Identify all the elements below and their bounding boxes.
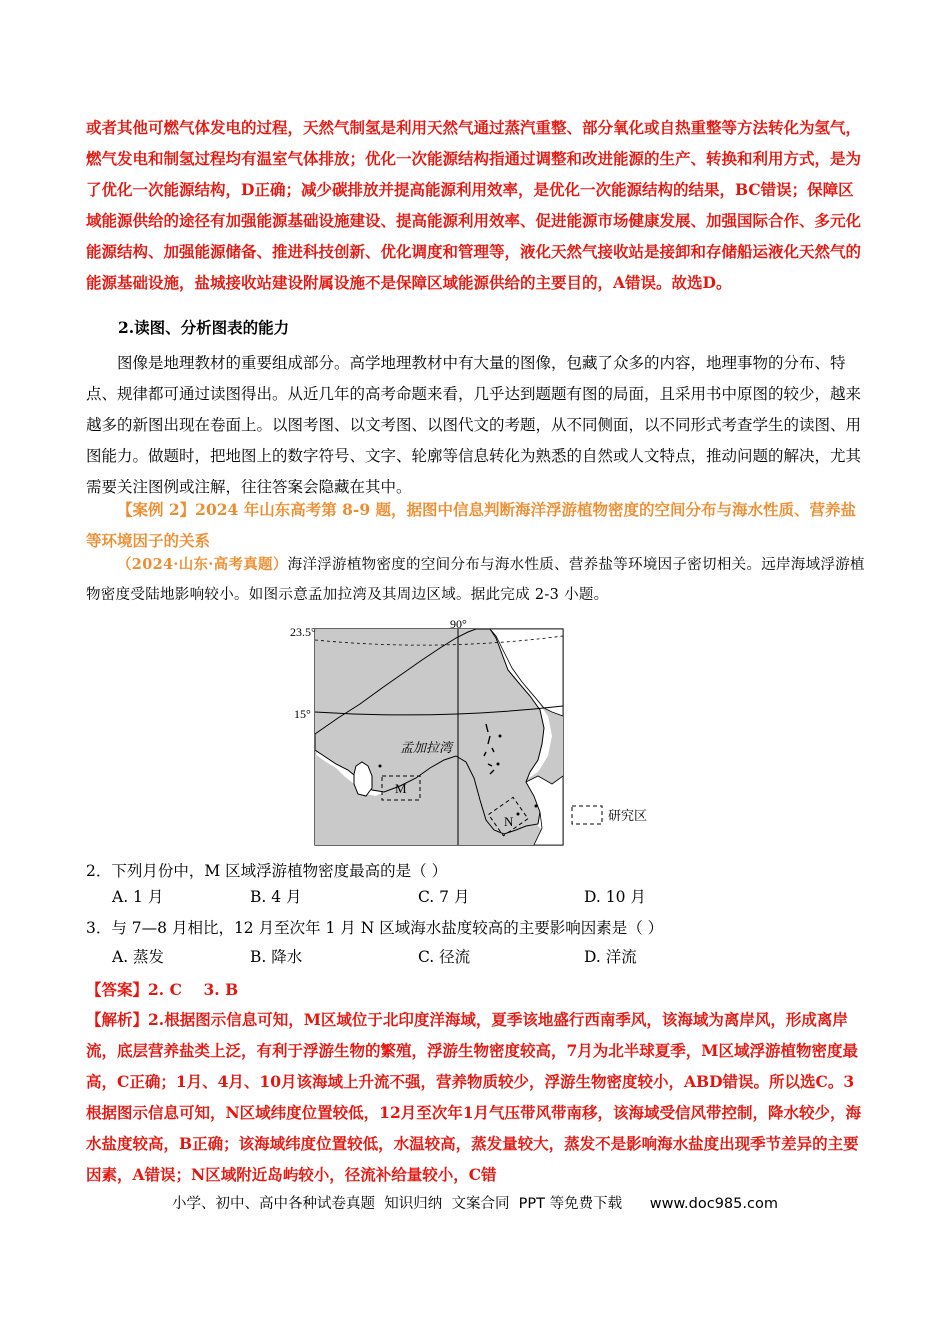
lon-label: 90° (450, 617, 467, 631)
answer-line (86, 977, 238, 1003)
q3-option-b: B. 降水 (250, 948, 303, 966)
q2-stem: 2．下列月份中，M 区域浮游植物密度最高的是（ ） (86, 862, 448, 880)
q2-option-c: C. 7 月 (418, 888, 470, 906)
lat-mid-label: 15° (294, 707, 311, 721)
q3-stem: 3．与 7—8 月相比，12 月至次年 1 月 N 区域海水盐度较高的主要影响因素是（ ） (86, 919, 664, 937)
q2-option-a: A. 1 月 (112, 888, 164, 906)
analysis-paragraph (86, 1004, 866, 1190)
answer-label: 【答案】 (86, 980, 149, 999)
section-heading: 2.读图、分析图表的能力 (118, 318, 290, 337)
q2-option-d: D. 10 月 (584, 888, 646, 906)
page-footer: 小学、初中、高中各种试卷真题 知识归纳 文案合同 PPT 等免费下载 www.doc985.com (172, 1196, 778, 1212)
intro-paragraph: 或者其他可燃气体发电的过程，天然气制氢是利用天然气通过蒸汽重整、部分氧化或自热重整等方法转化为氢气，燃气发电和制氢过程均有温室气体排放；优化一次能源结构指通过调整和改进能源的生产、转换和利用方式，是为了优化一次能源结构，D正确；减少碳排放并提高能源利用效率，是优化一次能源结构的结果，BC错误；保障区域能源供给的途径有加强能源基础设施建设、提高能源利用效率、促进能源市场健康发展、加强国际合作、多元化能源结构、加强能源储备、推进科技创新、优化调度和管理等，液化天然气接收站是接卸和存储船运液化天然气的能源基础设施，盐城接收站建设附属设施不是保障区域能源供给的主要目的，A错误。故选D。 (86, 118, 862, 292)
lat-top-label: 23.5° (290, 625, 316, 639)
body-paragraph: 图像是地理教材的重要组成部分。高学地理教材中有大量的图像，包藏了众多的内容，地理事物的分布、特点、规律都可通过读图得出。从近几年的高考命题来看，几乎达到题题有图的局面，且采用书中原图的较少，越来越多的新图出现在卷面上。以图考图、以文考图、以图代文的考题，从不同侧面，以不同形式考查学生的读图、用图能力。做题时，把地图上的数字符号、文字、轮廓等信息转化为熟悉的自然或人文特点，推动问题的解决，尤其需要关注图例或注解，往往答案会隐藏在其中。 (86, 354, 862, 496)
analysis-label: 【解析】 (86, 1010, 149, 1029)
box-n-label: N (504, 814, 514, 829)
q3-option-c: C. 径流 (418, 948, 471, 966)
question-source: （2024·山东·高考真题） (117, 556, 288, 573)
legend-label: 研究区 (608, 809, 648, 824)
q3-option-d: D. 洋流 (584, 948, 637, 966)
box-m-label: M (395, 781, 407, 796)
case-title: 【案例 2】2024 年山东高考第 8-9 题，据图中信息判断海洋浮游植物密度的空间分布与海水性质、营养盐等环境因子的关系 (86, 500, 857, 550)
analysis-text: 2.根据图示信息可知，M区域位于北印度洋海域，夏季该地盛行西南季风，该海域为离岸风，形成离岸流，底层营养盐类上泛，有利于浮游生物的繁殖，浮游生物密度较高，7月为北半球夏季，M区域浮游植物密度最高，C正确；1月、4月、10月该海域上升流不强，营养物质较少，浮游生物密度较小，ABD错误。所以选C。3根据图示信息可知，N区域纬度位置较低，12月至次年1月气压带风带南移，该海域受信风带控制，降水较少，海水盐度较高，B正确；该海域纬度位置较低，水温较高，蒸发量较大，蒸发不是影响海水盐度出现季节差异的主要因素，A错误；N区域附近岛屿较小，径流补给量较小，C错 (86, 1010, 862, 1184)
question-stem: 海洋浮游植物密度的空间分布与海水性质、营养盐等环境因子密切相关。远岸海域浮游植物密度受陆地影响较小。如图示意孟加拉湾及其周边区域。据此完成 2-3 小题。 (86, 557, 865, 603)
question-intro (86, 550, 866, 610)
answer-text: 2. C 3. B (148, 980, 239, 999)
q3-option-a: A. 蒸发 (112, 948, 165, 966)
q2-option-b: B. 4 月 (250, 888, 302, 906)
bay-label: 孟加拉湾 (400, 741, 453, 756)
bay-of-bengal-map (290, 616, 670, 848)
map-svg (290, 616, 670, 848)
